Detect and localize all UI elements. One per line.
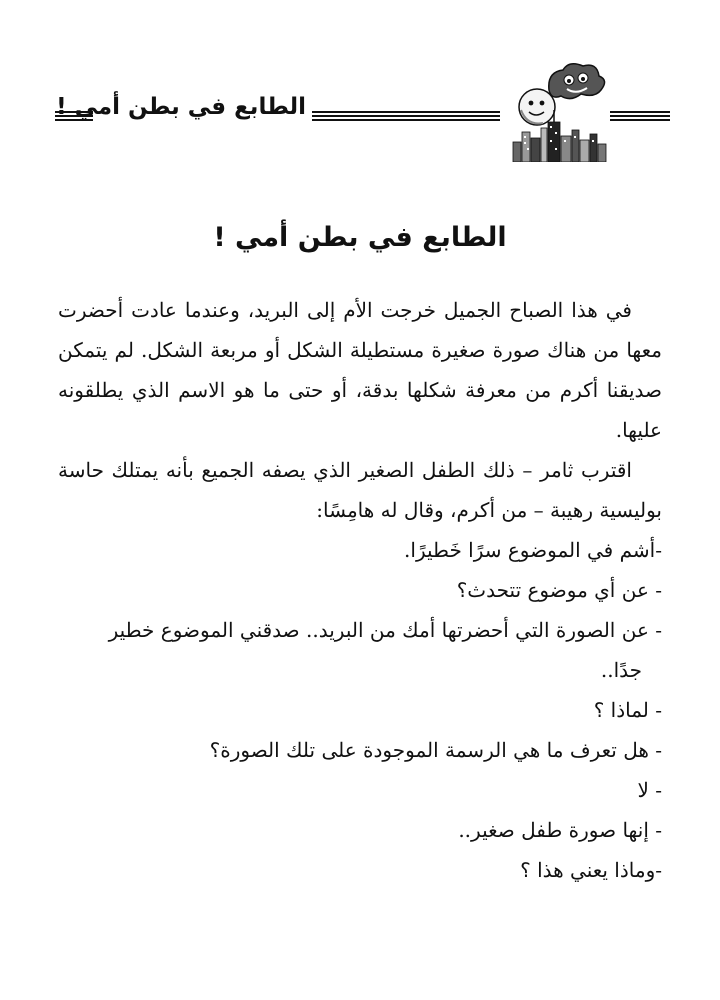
dialogue-line: - إنها صورة طفل صغير.. <box>458 818 662 842</box>
paragraph: اقترب ثامر – ذلك الطفل الصغير الذي يصفه الجميع بأنه يمتلك حاسة بوليسية رهيبة – من أكرم، وقال له هامِسًا: <box>58 458 662 522</box>
story-body <box>58 290 662 890</box>
dialogue-line: - عن أي موضوع تتحدث؟ <box>456 578 662 602</box>
story-title: الطابع في بطن أمي ! <box>213 222 507 253</box>
header-rule-right <box>610 111 670 121</box>
paragraph: في هذا الصباح الجميل خرجت الأم إلى البريد، وعندما عادت أحضرت معها من هناك صورة صغيرة مستطيلة الشكل أو مربعة الشكل. لم يتمكن صديقنا أكرم من معرفة شكلها بدقة، أو حتى ما هو الاسم الذي يطلقونه عليها. <box>58 298 663 442</box>
page-header <box>55 60 670 165</box>
city-moon-logo-icon <box>507 60 609 162</box>
dialogue-line: - عن الصورة التي أحضرتها أمك من البريد.. صدقني الموضوع خطير <box>108 618 662 642</box>
dialogue-line: - هل تعرف ما هي الرسمة الموجودة على تلك الصورة؟ <box>209 738 662 762</box>
dialogue-line: جدًا.. <box>600 658 642 682</box>
header-title: الطابع في بطن أمي ! <box>56 94 306 120</box>
header-rule-middle <box>312 111 500 121</box>
dialogue-line: - لماذا ؟ <box>593 698 662 722</box>
dialogue-line: -أشم في الموضوع سرًا خَطيرًا. <box>404 538 662 562</box>
dialogue-line: -وماذا يعني هذا ؟ <box>520 858 662 882</box>
dialogue-line: - لا <box>637 778 662 802</box>
